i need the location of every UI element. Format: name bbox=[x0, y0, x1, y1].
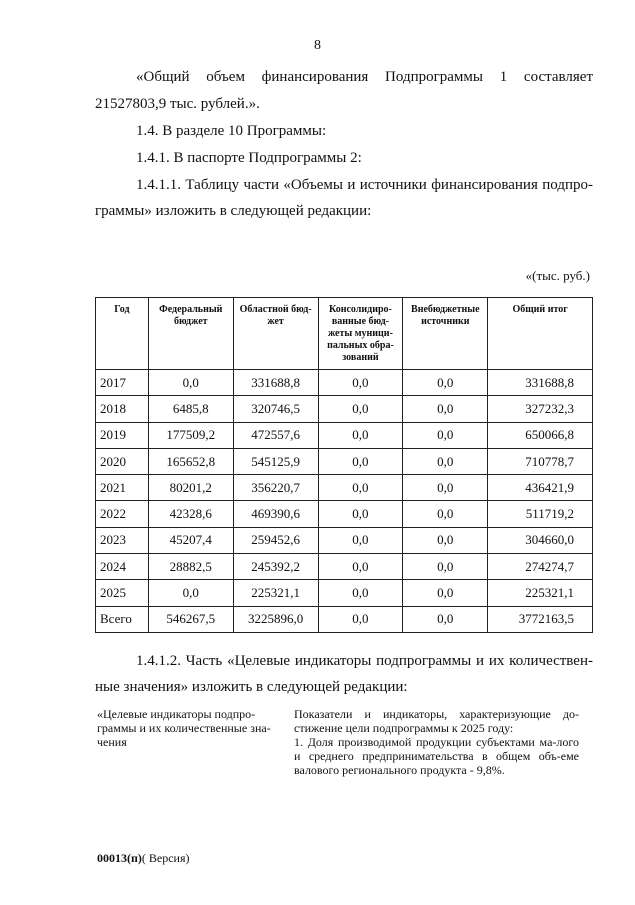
units-label: «(тыс. руб.) bbox=[525, 268, 590, 283]
cell-federal: 42328,6 bbox=[148, 501, 233, 527]
cell-federal: 6485,8 bbox=[148, 396, 233, 422]
cell-regional: 259452,6 bbox=[233, 527, 318, 553]
header-extrabudgetary: Внебюджетные источники bbox=[403, 298, 488, 370]
cell-total: 650066,8 bbox=[488, 422, 593, 448]
cell-municipal: 0,0 bbox=[318, 580, 403, 606]
cell-total: 511719,2 bbox=[488, 501, 593, 527]
cell-year: 2020 bbox=[96, 448, 149, 474]
header-year: Год bbox=[96, 298, 149, 370]
cell-year: 2023 bbox=[96, 527, 149, 553]
cell-regional: 320746,5 bbox=[233, 396, 318, 422]
cell-regional: 356220,7 bbox=[233, 475, 318, 501]
header-municipal: Консолидиро-ванные бюд-жеты муници-пальных обра-зований bbox=[318, 298, 403, 370]
table-row bbox=[96, 396, 593, 422]
cell-extrabudgetary: 0,0 bbox=[403, 501, 488, 527]
table-row bbox=[96, 606, 593, 632]
cell-year: 2024 bbox=[96, 554, 149, 580]
table-row bbox=[96, 501, 593, 527]
cell-year: 2022 bbox=[96, 501, 149, 527]
cell-regional: 225321,1 bbox=[233, 580, 318, 606]
cell-federal: 165652,8 bbox=[148, 448, 233, 474]
header-regional: Областной бюд-жет bbox=[233, 298, 318, 370]
cell-total: 304660,0 bbox=[488, 527, 593, 553]
indicators-right-column bbox=[294, 707, 579, 777]
paragraph-table-intro-line1: 1.4.1.1. Таблицу части «Объемы и источники финансирования подпро- bbox=[136, 177, 593, 193]
cell-year: 2019 bbox=[96, 422, 149, 448]
paragraph-section-10: 1.4. В разделе 10 Программы: bbox=[136, 123, 327, 139]
table-row bbox=[96, 448, 593, 474]
cell-total: 225321,1 bbox=[488, 580, 593, 606]
cell-municipal: 0,0 bbox=[318, 527, 403, 553]
cell-total: 331688,8 bbox=[488, 370, 593, 396]
cell-municipal: 0,0 bbox=[318, 448, 403, 474]
cell-extrabudgetary: 0,0 bbox=[403, 527, 488, 553]
cell-municipal: 0,0 bbox=[318, 475, 403, 501]
cell-year: 2017 bbox=[96, 370, 149, 396]
table-row bbox=[96, 527, 593, 553]
financing-table bbox=[95, 297, 593, 633]
cell-municipal: 0,0 bbox=[318, 501, 403, 527]
cell-municipal: 0,0 bbox=[318, 554, 403, 580]
cell-total: 3772163,5 bbox=[488, 606, 593, 632]
page-number: 8 bbox=[314, 38, 321, 53]
header-total: Общий итог bbox=[488, 298, 593, 370]
cell-municipal: 0,0 bbox=[318, 422, 403, 448]
table-row bbox=[96, 370, 593, 396]
cell-regional: 545125,9 bbox=[233, 448, 318, 474]
paragraph-table-intro-line2: граммы» изложить в следующей редакции: bbox=[95, 203, 372, 219]
indicators-left-column: «Целевые индикаторы подпро-граммы и их количественные зна-чения bbox=[97, 707, 271, 749]
cell-extrabudgetary: 0,0 bbox=[403, 396, 488, 422]
cell-federal: 177509,2 bbox=[148, 422, 233, 448]
cell-federal: 45207,4 bbox=[148, 527, 233, 553]
cell-regional: 472557,6 bbox=[233, 422, 318, 448]
cell-regional: 331688,8 bbox=[233, 370, 318, 396]
cell-federal: 28882,5 bbox=[148, 554, 233, 580]
paragraph-indicators-line2: ные значения» изложить в следующей редакции: bbox=[95, 679, 408, 695]
cell-total: 436421,9 bbox=[488, 475, 593, 501]
cell-year: Всего bbox=[96, 606, 149, 632]
paragraph-indicators-line1: 1.4.1.2. Часть «Целевые индикаторы подпрограммы и их количествен- bbox=[136, 653, 593, 669]
cell-extrabudgetary: 0,0 bbox=[403, 580, 488, 606]
cell-regional: 3225896,0 bbox=[233, 606, 318, 632]
cell-year: 2025 bbox=[96, 580, 149, 606]
cell-federal: 80201,2 bbox=[148, 475, 233, 501]
cell-municipal: 0,0 bbox=[318, 606, 403, 632]
cell-extrabudgetary: 0,0 bbox=[403, 475, 488, 501]
table-row bbox=[96, 580, 593, 606]
header-federal: Федеральный бюджет bbox=[148, 298, 233, 370]
cell-total: 710778,7 bbox=[488, 448, 593, 474]
paragraph-financing-line2: 21527803,9 тыс. рублей.». bbox=[95, 96, 260, 112]
cell-total: 274274,7 bbox=[488, 554, 593, 580]
cell-extrabudgetary: 0,0 bbox=[403, 554, 488, 580]
cell-extrabudgetary: 0,0 bbox=[403, 606, 488, 632]
cell-extrabudgetary: 0,0 bbox=[403, 422, 488, 448]
table-row bbox=[96, 554, 593, 580]
indicators-intro: Показатели и индикаторы, характеризующие до-стижение цели подпрограммы к 2025 году: bbox=[294, 707, 579, 735]
cell-total: 327232,3 bbox=[488, 396, 593, 422]
cell-year: 2021 bbox=[96, 475, 149, 501]
footer-code bbox=[97, 851, 190, 866]
table-row bbox=[96, 422, 593, 448]
cell-municipal: 0,0 bbox=[318, 370, 403, 396]
cell-regional: 245392,2 bbox=[233, 554, 318, 580]
cell-federal: 0,0 bbox=[148, 370, 233, 396]
table-header-row bbox=[96, 298, 593, 370]
document-code: 00013(п) bbox=[97, 851, 142, 865]
version-label: ( Версия) bbox=[141, 851, 190, 865]
cell-extrabudgetary: 0,0 bbox=[403, 448, 488, 474]
cell-year: 2018 bbox=[96, 396, 149, 422]
cell-municipal: 0,0 bbox=[318, 396, 403, 422]
cell-federal: 546267,5 bbox=[148, 606, 233, 632]
cell-federal: 0,0 bbox=[148, 580, 233, 606]
cell-extrabudgetary: 0,0 bbox=[403, 370, 488, 396]
indicators-item-1: 1. Доля производимой продукции субъектами ма-лого и среднего предпринимательства в общем объ-еме валового регионального продукта - 9,8%. bbox=[294, 735, 579, 777]
cell-regional: 469390,6 bbox=[233, 501, 318, 527]
paragraph-passport: 1.4.1. В паспорте Подпрограммы 2: bbox=[136, 150, 362, 166]
table-row bbox=[96, 475, 593, 501]
paragraph-financing-line1: «Общий объем финансирования Подпрограммы 1 составляет bbox=[136, 69, 593, 85]
